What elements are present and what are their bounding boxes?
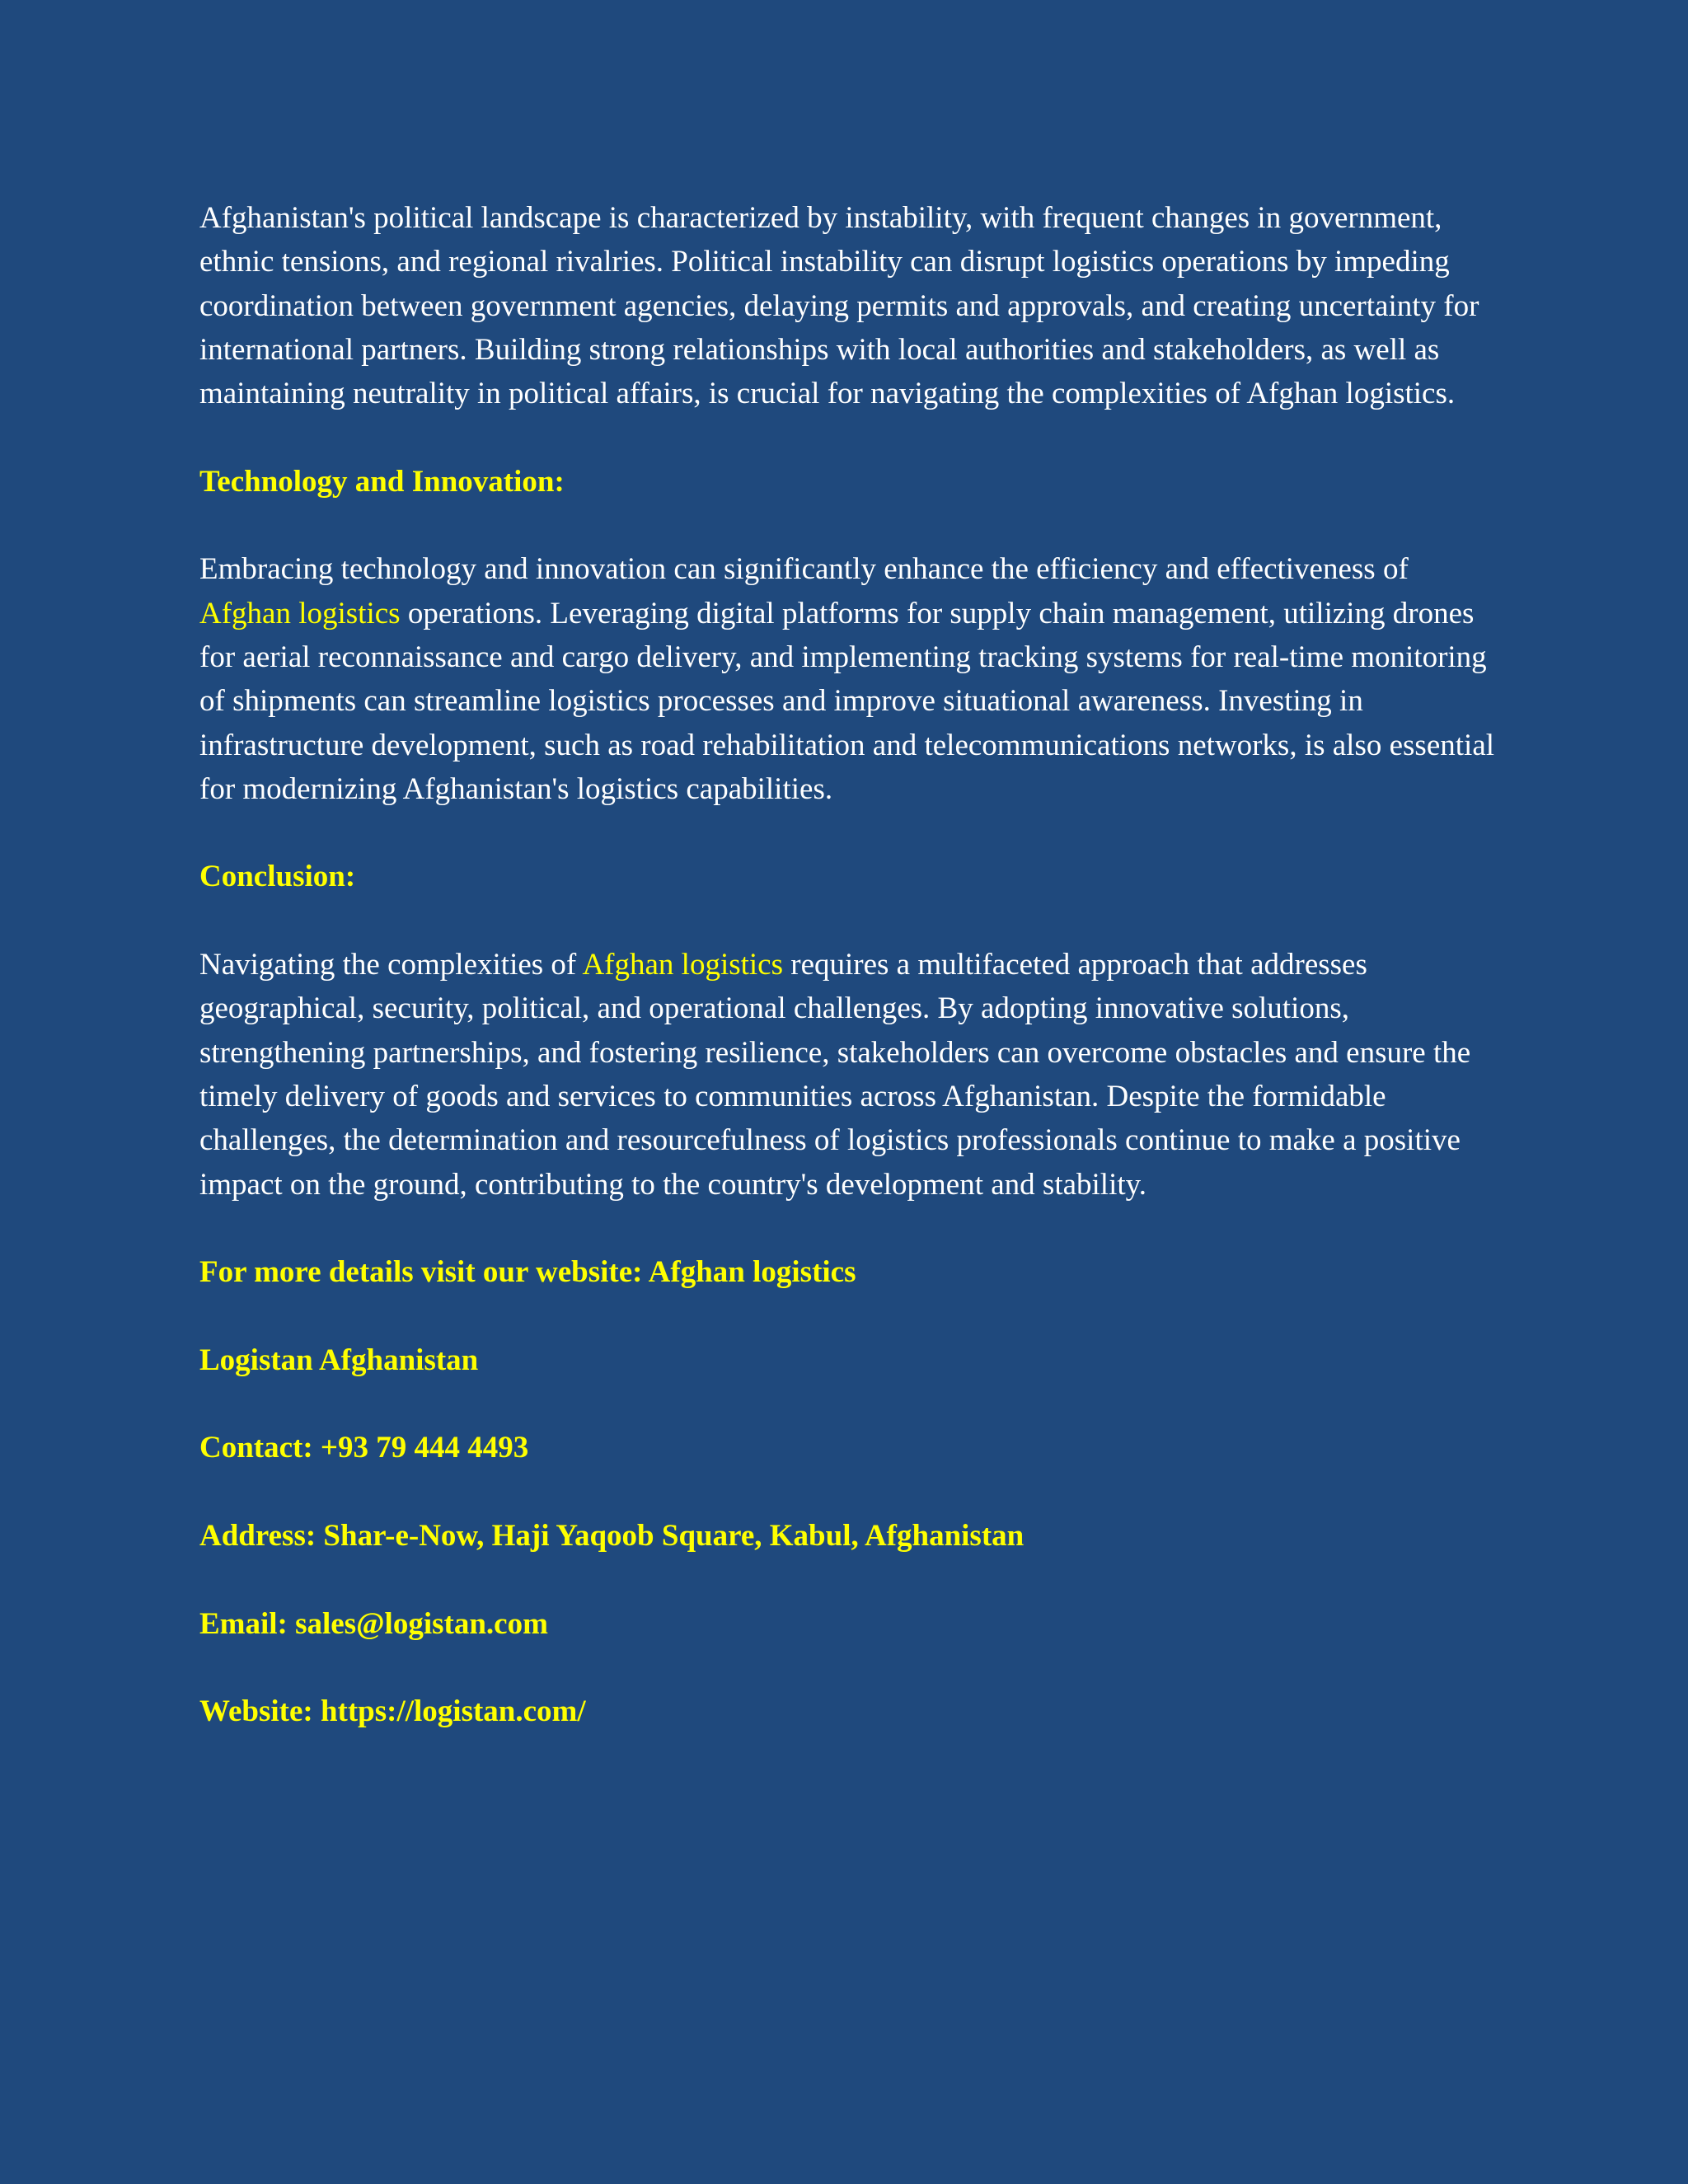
spacer	[199, 1558, 1498, 1601]
conclusion-heading: Conclusion:	[199, 860, 356, 894]
conclusion-text-before: Navigating the complexities of	[199, 948, 583, 982]
spacer	[199, 899, 1498, 943]
spacer	[199, 504, 1498, 547]
spacer	[199, 1470, 1498, 1514]
conclusion-text-after: requires a multifaceted approach that addresses geographical, security, political, and operational challenges. By adopting innovative solutions, strengthening partnerships, and fostering resilience, stakeholders can overcome obstacles and ensure the timely delivery of goods and services to communities across Afghanistan. Despite the formidable challenges, the determination and resourcefulness of logistics professionals continue to make a positive impact on the ground, contributing to the country's development and stability.	[199, 948, 1471, 1202]
conclusion-paragraph	[199, 943, 1502, 1207]
technology-paragraph	[199, 547, 1502, 811]
technology-text-after: operations. Leveraging digital platforms for supply chain management, utilizing drones for aerial reconnaissance and cargo delivery, and implementing tracking systems for real-time monitoring of shipments can streamline logistics processes and improve situational awareness. Investing in infrastructure development, such as road rehabilitation and telecommunications networks, is also essential for modernizing Afghanistan's logistics capabilities.	[199, 596, 1495, 806]
spacer	[199, 1646, 1498, 1690]
contact-address: Address: Shar-e-Now, Haji Yaqoob Square, Kabul, Afghanistan	[199, 1518, 1025, 1553]
more-details-line[interactable]: For more details visit our website: Afghan logistics	[199, 1255, 856, 1290]
spacer	[199, 811, 1498, 855]
technology-text-before: Embracing technology and innovation can significantly enhance the efficiency and effectiveness of	[199, 552, 1409, 587]
contact-phone: Contact: +93 79 444 4493	[199, 1431, 529, 1465]
technology-heading: Technology and Innovation:	[199, 464, 565, 499]
spacer	[199, 1294, 1498, 1338]
spacer	[199, 415, 1498, 459]
spacer	[199, 1207, 1498, 1250]
afghan-logistics-link[interactable]: Afghan logistics	[199, 596, 401, 630]
contact-website[interactable]: Website: https://logistan.com/	[199, 1694, 586, 1729]
spacer	[199, 1382, 1498, 1426]
contact-email[interactable]: Email: sales@logistan.com	[199, 1606, 548, 1641]
afghan-logistics-link[interactable]: Afghan logistics	[582, 948, 784, 982]
company-name: Logistan Afghanistan	[199, 1343, 479, 1377]
intro-paragraph: Afghanistan's political landscape is characterized by instability, with frequent changes in government, ethnic tensions, and regional rivalries. Political instability can disrupt logistics operations by impeding coordination between government agencies, delaying permits and approvals, and creating uncertainty for international partners. Building strong relationships with local authorities and stakeholders, as well as maintaining neutrality in political affairs, is crucial for navigating the complexities of Afghan logistics.	[199, 201, 1479, 411]
